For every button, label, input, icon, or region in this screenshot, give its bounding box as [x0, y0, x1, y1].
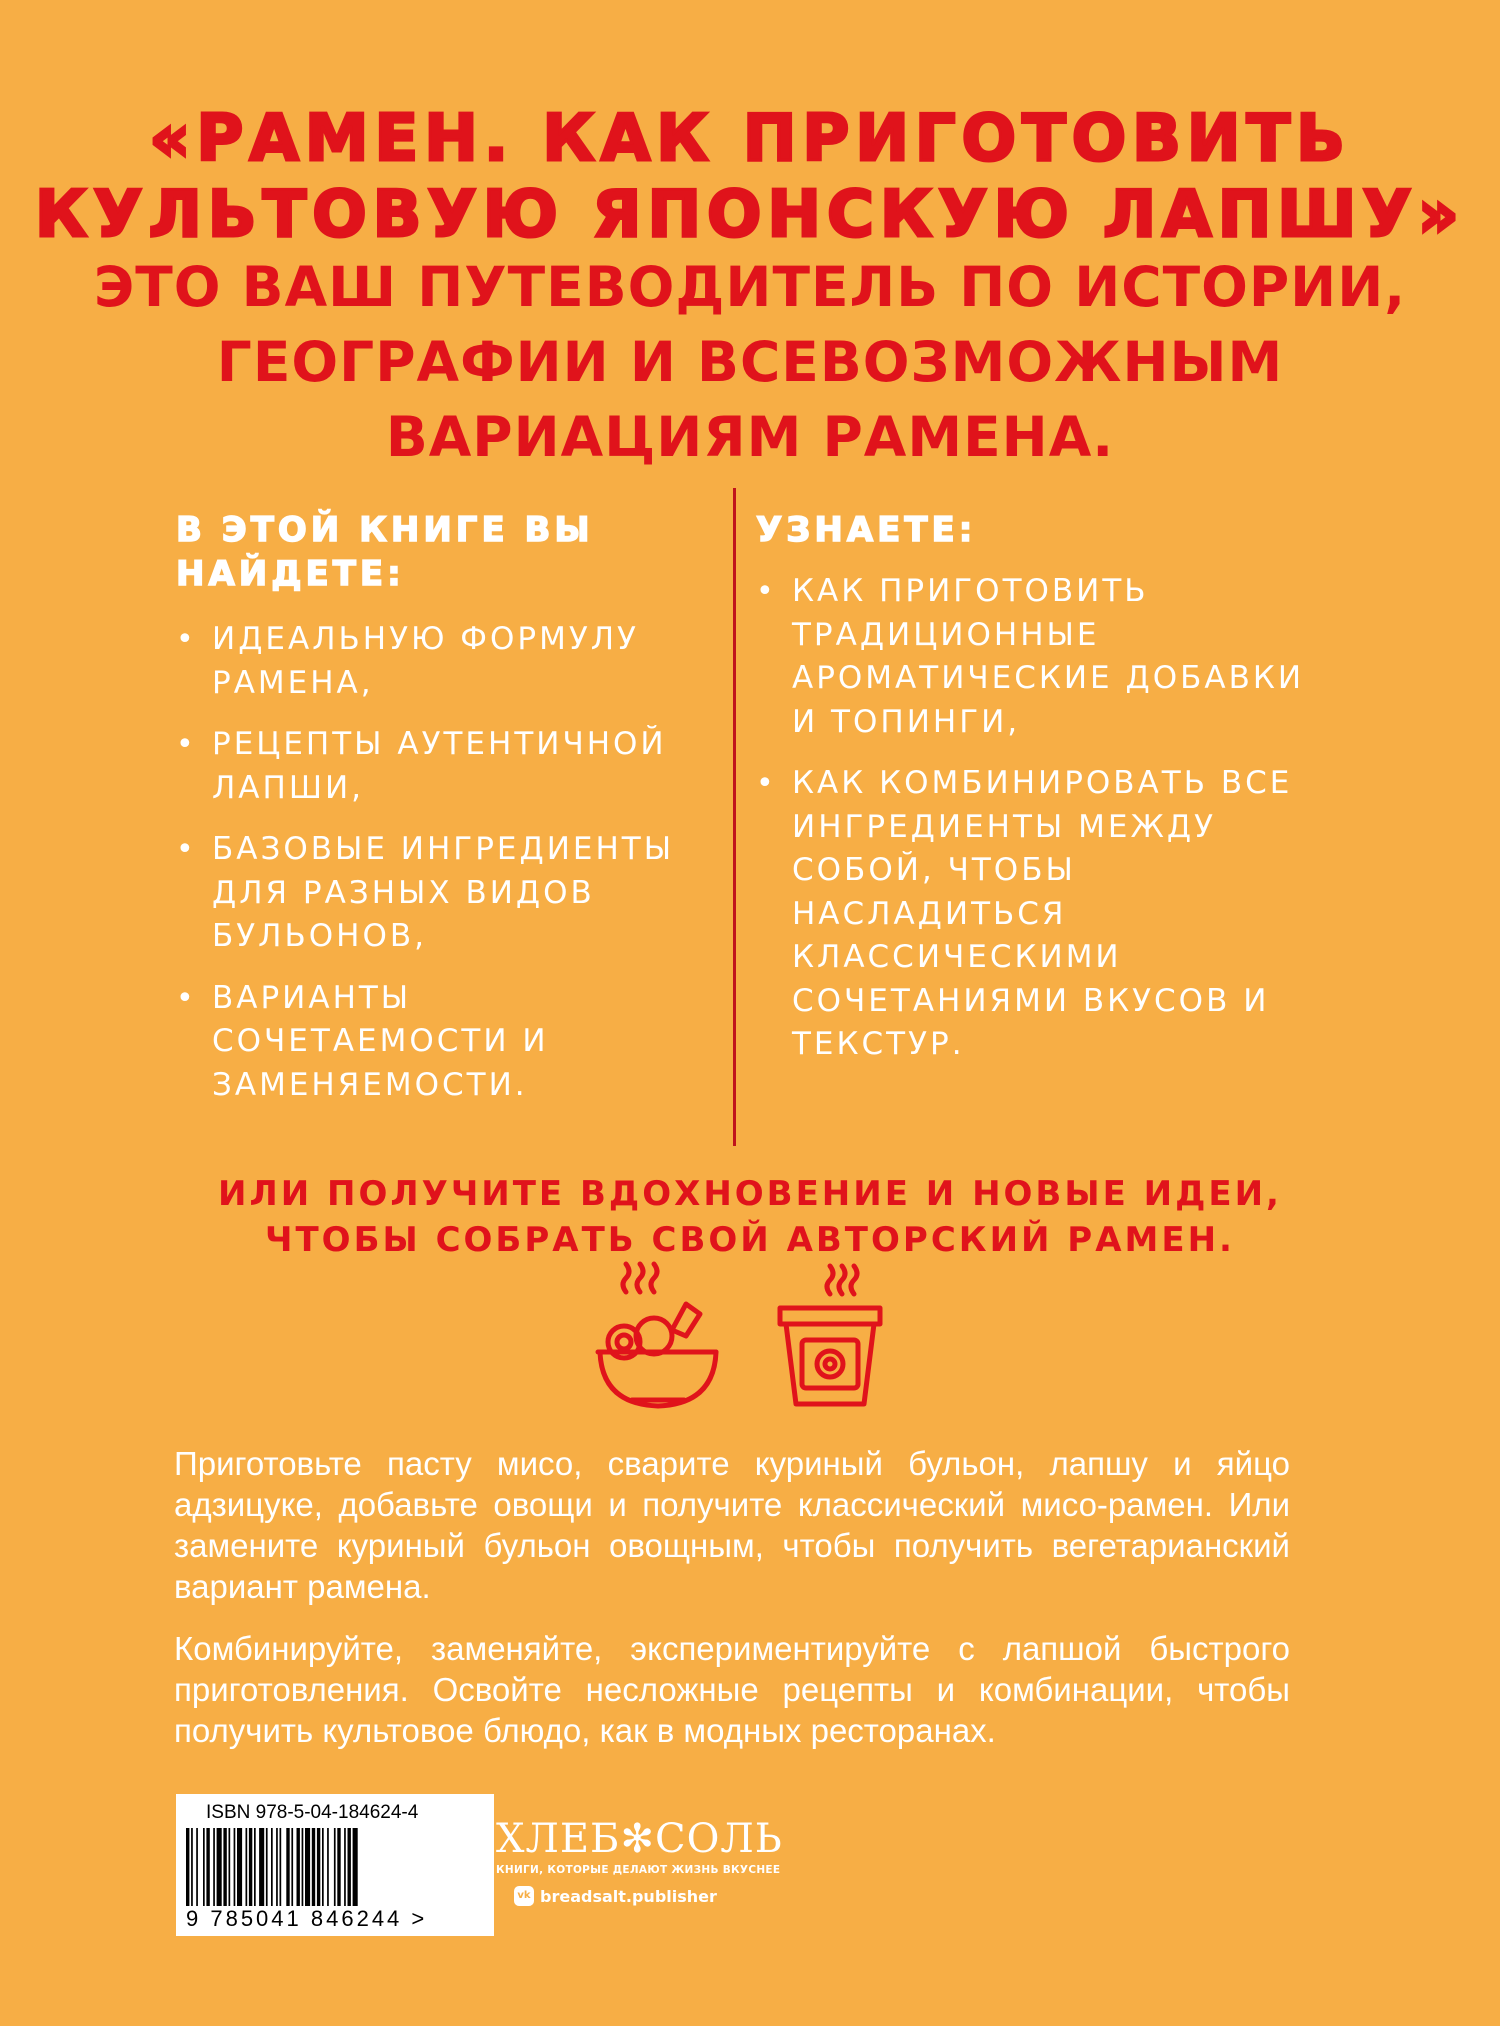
barcode-bar	[327, 1828, 329, 1906]
barcode-bar	[302, 1828, 304, 1906]
barcode-bar	[276, 1828, 278, 1906]
headline-line-4: ГЕОГРАФИИ И ВСЕВОЗМОЖНЫМ	[216, 330, 1284, 394]
barcode-bar	[337, 1828, 340, 1906]
list-item	[176, 828, 716, 959]
publisher-social[interactable]	[496, 1886, 766, 1906]
barcode-bar	[317, 1828, 320, 1906]
barcode-bars	[186, 1828, 476, 1906]
barcode-bar	[186, 1828, 189, 1906]
cta-line-1: ИЛИ ПОЛУЧИТЕ ВДОХНОВЕНИЕ И НОВЫЕ ИДЕИ,	[218, 1174, 1282, 1214]
barcode-bar	[259, 1828, 264, 1906]
list-item	[756, 570, 1316, 744]
barcode-bar	[237, 1828, 242, 1906]
bullet-icon: •	[176, 727, 197, 762]
barcode-bar	[213, 1828, 215, 1906]
isbn-barcode	[176, 1794, 494, 1936]
left-column-heading: В ЭТОЙ КНИГЕ ВЫ НАЙДЕТЕ:	[176, 510, 594, 594]
bullet-icon: •	[176, 980, 197, 1016]
right-feature-list	[756, 570, 1316, 1067]
list-item	[176, 977, 716, 1108]
barcode-bar	[286, 1828, 289, 1906]
list-item-text: ВАРИАНТЫ СОЧЕТАЕМОСТИ И ЗАМЕНЯЕМОСТИ.	[212, 979, 549, 1103]
publisher-handle[interactable]: breadsalt.publisher	[540, 1886, 717, 1906]
left-feature-list	[176, 618, 716, 1107]
barcode-bar	[196, 1828, 198, 1906]
barcode-bar	[344, 1828, 346, 1906]
barcode-bar	[305, 1828, 310, 1906]
bullet-icon: •	[756, 574, 777, 609]
bullet-icon: •	[756, 766, 777, 801]
left-column	[176, 508, 716, 1125]
description-paragraph-1: Приготовьте пасту мисо, сварите куриный бульон, лапшу и яйцо адзицуке, добавьте овощи и получите классический мисо-рамен. Или замените куриный бульон овощным, чтобы получить вегетарианский вариант рамена.	[174, 1445, 1290, 1605]
list-item-text: КАК ПРИГОТОВИТЬ ТРАДИЦИОННЫЕ АРОМАТИЧЕСКИЕ ДОБАВКИ И ТОПИНГИ,	[792, 573, 1305, 740]
barcode-bar	[191, 1828, 193, 1906]
list-item	[176, 723, 716, 810]
bullet-icon: •	[176, 622, 197, 657]
description-paragraph-2: Комбинируйте, заменяйте, экспериментируйте с лапшой быстрого приготовления. Освойте несложные рецепты и комбинации, чтобы получить культовое блюдо, как в модных ресторанах.	[174, 1630, 1290, 1749]
headline-line-1: «РАМЕН. КАК ПРИГОТОВИТЬ	[149, 102, 1351, 176]
list-item	[176, 618, 716, 705]
list-item	[756, 762, 1316, 1067]
barcode-bar	[348, 1828, 351, 1906]
headline-line-5: ВАРИАЦИЯМ РАМЕНА.	[385, 405, 1115, 469]
vk-icon: vk	[514, 1886, 534, 1906]
icon-group	[580, 1260, 900, 1420]
barcode-bar	[246, 1828, 248, 1906]
barcode-bar	[203, 1828, 205, 1906]
barcode-bar	[271, 1828, 273, 1906]
barcode-bar	[312, 1828, 315, 1906]
barcode-bar	[223, 1828, 226, 1906]
publisher-tagline: КНИГИ, КОТОРЫЕ ДЕЛАЮТ ЖИЗНЬ ВКУСНЕЕ	[496, 1864, 781, 1876]
barcode-bar	[206, 1828, 209, 1906]
barcode-bar	[297, 1828, 300, 1906]
list-item-text: БАЗОВЫЕ ИНГРЕДИЕНТЫ ДЛЯ РАЗНЫХ ВИДОВ БУЛЬОНОВ,	[212, 831, 675, 954]
barcode-bar	[353, 1828, 358, 1906]
bullet-icon: •	[176, 832, 197, 867]
barcode-bar	[322, 1828, 324, 1906]
isbn-digits: 9 785041 846244 >	[186, 1906, 428, 1931]
barcode-bar	[334, 1828, 336, 1906]
column-divider	[733, 488, 736, 1146]
right-column-heading: УЗНАЕТЕ:	[756, 510, 977, 550]
right-column	[756, 508, 1316, 1085]
ramen-bowl-icon	[598, 1264, 716, 1406]
list-item-text: КАК КОМБИНИРОВАТЬ ВСЕ ИНГРЕДИЕНТЫ МЕЖДУ СОБОЙ, ЧТОБЫ НАСЛАДИТЬСЯ КЛАССИЧЕСКИМИ СОЧЕТАНИЯМИ ВКУСОВ И ТЕКСТУР.	[792, 765, 1293, 1062]
isbn-label: ISBN 978-5-04-184624-4	[206, 1802, 419, 1823]
list-item-text: ИДЕАЛЬНУЮ ФОРМУЛУ РАМЕНА,	[212, 621, 639, 701]
barcode-bar	[229, 1828, 231, 1906]
publisher-block	[496, 1816, 783, 1906]
barcode-bar	[217, 1828, 222, 1906]
instant-noodle-cup-icon	[780, 1266, 880, 1404]
cta-line-2: ЧТОБЫ СОБРАТЬ СВОЙ АВТОРСКИЙ РАМЕН.	[265, 1220, 1235, 1260]
barcode-bar	[234, 1828, 236, 1906]
headline-line-2: КУЛЬТОВУЮ ЯПОНСКУЮ ЛАПШУ»	[34, 178, 1466, 252]
publisher-logo: ХЛЕБ✻СОЛЬ	[496, 1816, 783, 1862]
headline-line-3: ЭТО ВАШ ПУТЕВОДИТЕЛЬ ПО ИСТОРИИ,	[93, 255, 1407, 319]
barcode-bar	[291, 1828, 293, 1906]
list-item-text: РЕЦЕПТЫ АУТЕНТИЧНОЙ ЛАПШИ,	[212, 726, 667, 806]
barcode-bar	[266, 1828, 268, 1906]
barcode-bar	[249, 1828, 252, 1906]
barcode-bar	[254, 1828, 256, 1906]
barcode-bar	[280, 1828, 282, 1906]
